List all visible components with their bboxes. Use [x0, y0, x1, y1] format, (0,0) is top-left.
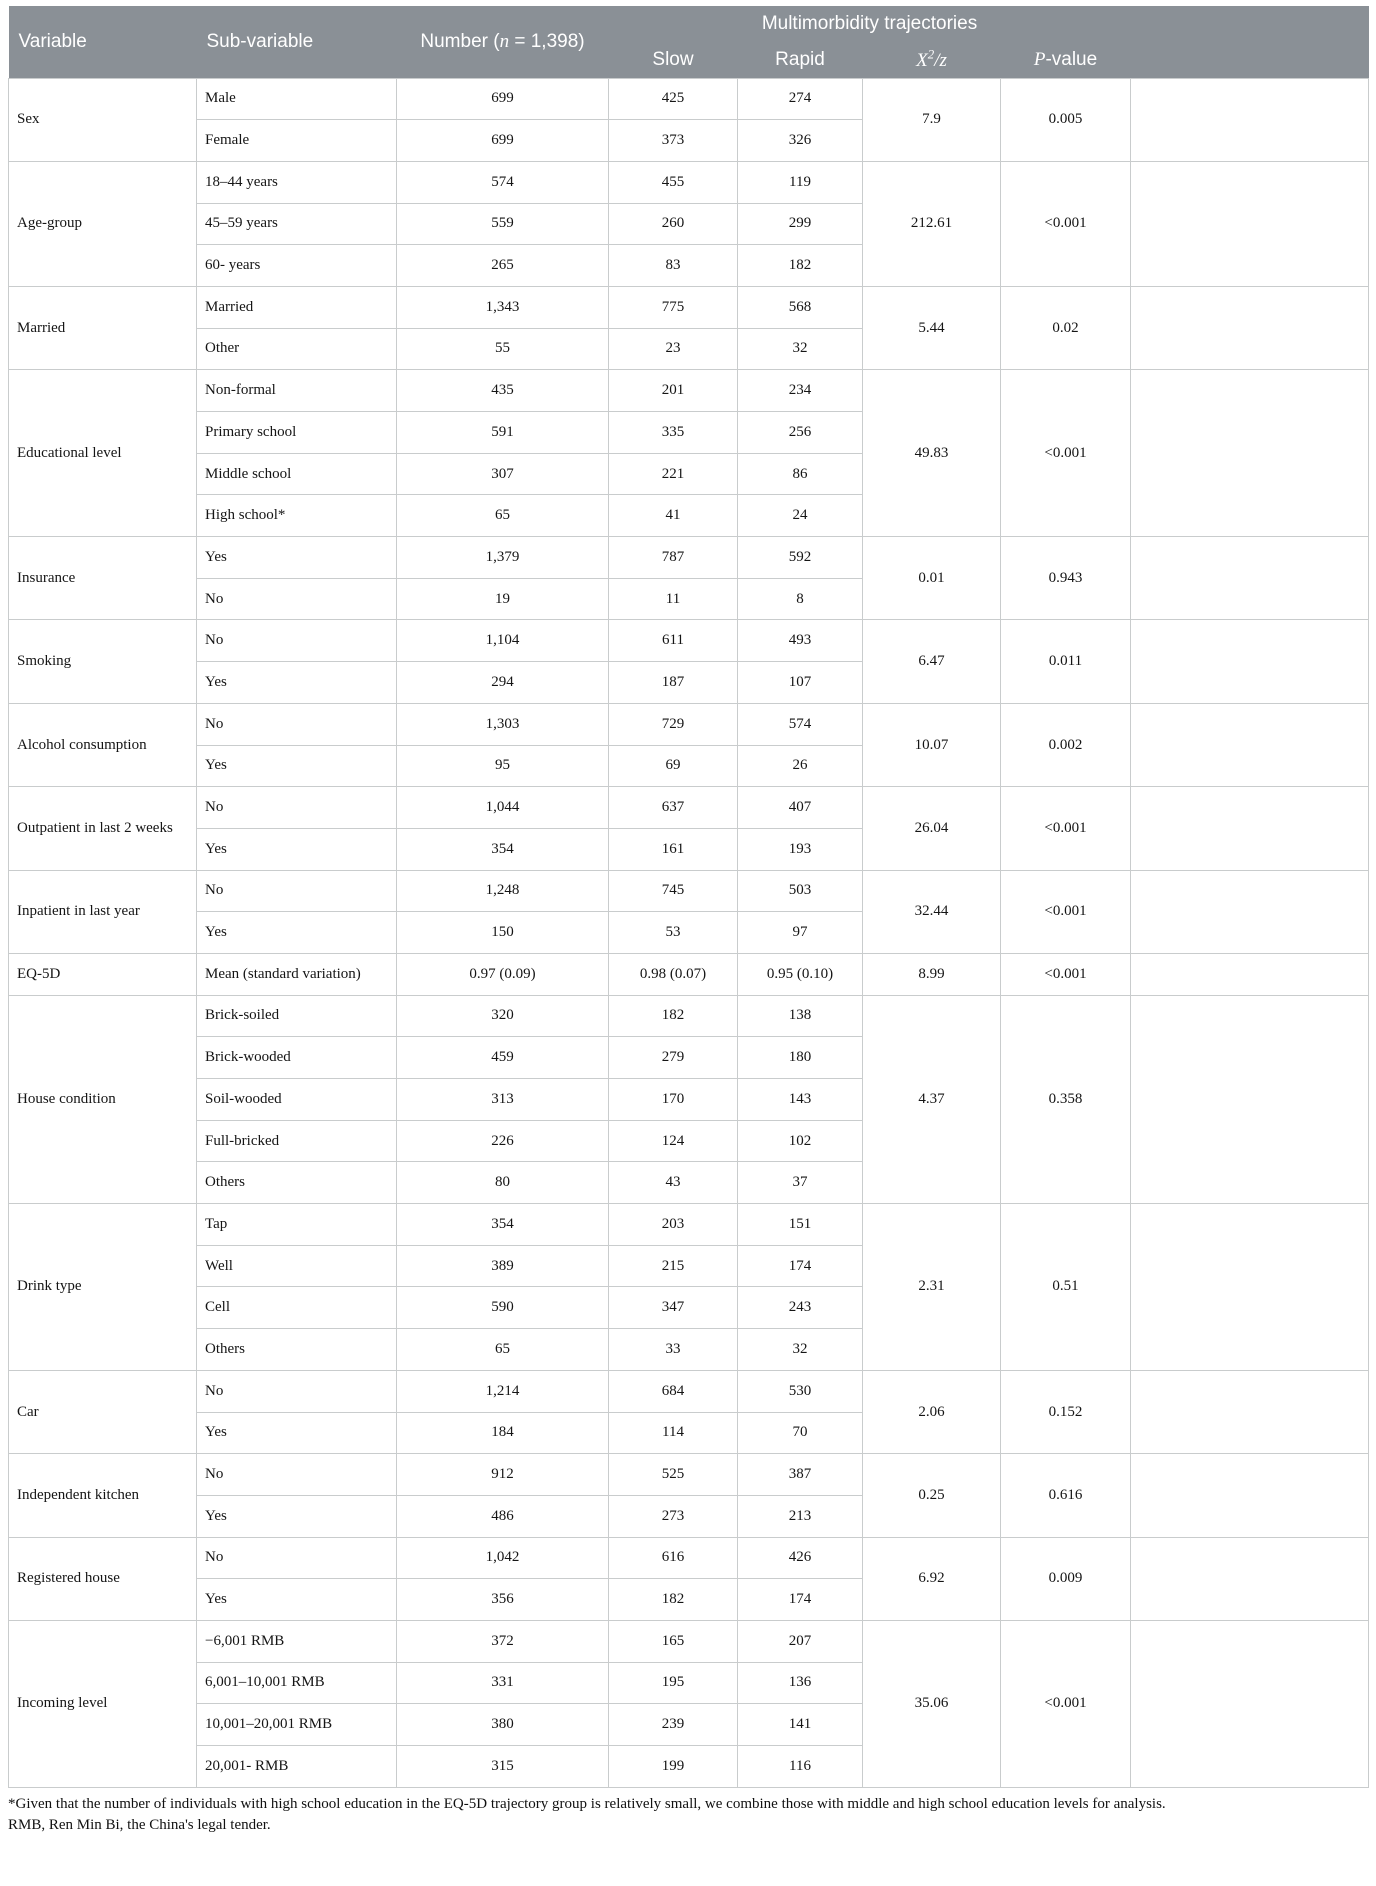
p-value-cell: <0.001 — [1001, 1620, 1131, 1787]
slow-cell: 425 — [609, 78, 738, 120]
number-cell: 226 — [397, 1120, 609, 1162]
filler-cell — [1131, 286, 1369, 369]
header-spacer — [1131, 6, 1369, 78]
variable-cell: Inpatient in last year — [9, 870, 197, 953]
chi-square-cell: 0.25 — [863, 1454, 1001, 1537]
filler-cell — [1131, 620, 1369, 703]
slow-cell: 199 — [609, 1746, 738, 1788]
slow-cell: 616 — [609, 1537, 738, 1579]
number-cell: 19 — [397, 578, 609, 620]
number-cell: 1,343 — [397, 286, 609, 328]
rapid-cell: 70 — [738, 1412, 863, 1454]
number-cell: 0.97 (0.09) — [397, 953, 609, 995]
chi-base: X — [916, 50, 928, 72]
number-cell: 65 — [397, 1329, 609, 1371]
sub-variable-cell: No — [197, 1537, 397, 1579]
p-value-cell: 0.51 — [1001, 1204, 1131, 1371]
sub-variable-cell: Female — [197, 120, 397, 162]
sub-variable-cell: No — [197, 620, 397, 662]
p-value-cell: 0.011 — [1001, 620, 1131, 703]
table-row — [9, 537, 1369, 579]
p-rest: -value — [1045, 48, 1098, 70]
rapid-cell: 274 — [738, 78, 863, 120]
sub-variable-cell: Full-bricked — [197, 1120, 397, 1162]
table-body — [9, 78, 1369, 1787]
filler-cell — [1131, 1537, 1369, 1620]
slow-cell: 182 — [609, 995, 738, 1037]
header-slow: Slow — [609, 42, 738, 78]
rapid-cell: 574 — [738, 703, 863, 745]
table-row — [9, 1620, 1369, 1662]
rapid-cell: 151 — [738, 1204, 863, 1246]
filler-cell — [1131, 1454, 1369, 1537]
number-cell: 265 — [397, 245, 609, 287]
number-cell: 313 — [397, 1079, 609, 1121]
chi-square-cell: 10.07 — [863, 703, 1001, 786]
sub-variable-cell: No — [197, 1454, 397, 1496]
sub-variable-cell: Soil-wooded — [197, 1079, 397, 1121]
sub-variable-cell: Yes — [197, 1412, 397, 1454]
rapid-cell: 136 — [738, 1662, 863, 1704]
sub-variable-cell: 45–59 years — [197, 203, 397, 245]
sub-variable-cell: Non-formal — [197, 370, 397, 412]
variable-cell: Drink type — [9, 1204, 197, 1371]
p-value-cell: 0.616 — [1001, 1454, 1131, 1537]
slow-cell: 195 — [609, 1662, 738, 1704]
sub-variable-cell: 60- years — [197, 245, 397, 287]
rapid-cell: 97 — [738, 912, 863, 954]
sub-variable-cell: No — [197, 787, 397, 829]
number-cell: 294 — [397, 662, 609, 704]
slow-cell: 114 — [609, 1412, 738, 1454]
header-number-prefix: Number ( — [420, 30, 500, 52]
sub-variable-cell: 20,001- RMB — [197, 1746, 397, 1788]
number-cell: 315 — [397, 1746, 609, 1788]
sub-variable-cell: Others — [197, 1329, 397, 1371]
sub-variable-cell: Yes — [197, 662, 397, 704]
slow-cell: 0.98 (0.07) — [609, 953, 738, 995]
p-value-cell: 0.009 — [1001, 1537, 1131, 1620]
statistics-table — [8, 6, 1369, 1788]
slow-cell: 221 — [609, 453, 738, 495]
rapid-cell: 116 — [738, 1746, 863, 1788]
slow-cell: 69 — [609, 745, 738, 787]
slow-cell: 201 — [609, 370, 738, 412]
slow-cell: 43 — [609, 1162, 738, 1204]
number-cell: 459 — [397, 1037, 609, 1079]
slow-cell: 273 — [609, 1495, 738, 1537]
number-cell: 354 — [397, 828, 609, 870]
slow-cell: 637 — [609, 787, 738, 829]
rapid-cell: 32 — [738, 1329, 863, 1371]
table-row — [9, 1204, 1369, 1246]
number-cell: 1,214 — [397, 1370, 609, 1412]
rapid-cell: 180 — [738, 1037, 863, 1079]
sub-variable-cell: Others — [197, 1162, 397, 1204]
rapid-cell: 426 — [738, 1537, 863, 1579]
filler-cell — [1131, 787, 1369, 870]
filler-cell — [1131, 953, 1369, 995]
table-header — [9, 6, 1369, 78]
chi-square-cell: 8.99 — [863, 953, 1001, 995]
rapid-cell: 37 — [738, 1162, 863, 1204]
sub-variable-cell: Married — [197, 286, 397, 328]
number-cell: 486 — [397, 1495, 609, 1537]
footnotes — [8, 1794, 1368, 1838]
variable-cell: Age-group — [9, 161, 197, 286]
rapid-cell: 299 — [738, 203, 863, 245]
rapid-cell: 234 — [738, 370, 863, 412]
rapid-cell: 102 — [738, 1120, 863, 1162]
sub-variable-cell: No — [197, 578, 397, 620]
footnote-rmb: RMB, Ren Min Bi, the China's legal tender. — [8, 1817, 271, 1834]
sub-variable-cell: No — [197, 870, 397, 912]
filler-cell — [1131, 1370, 1369, 1453]
chi-square-cell: 4.37 — [863, 995, 1001, 1203]
slow-cell: 33 — [609, 1329, 738, 1371]
sub-variable-cell: No — [197, 1370, 397, 1412]
header-number-suffix: = 1,398) — [509, 30, 585, 52]
table-row — [9, 161, 1369, 203]
slow-cell: 684 — [609, 1370, 738, 1412]
sub-variable-cell: Other — [197, 328, 397, 370]
number-cell: 699 — [397, 78, 609, 120]
table-row — [9, 1537, 1369, 1579]
slow-cell: 787 — [609, 537, 738, 579]
p-value-cell: 0.005 — [1001, 78, 1131, 161]
sub-variable-cell: Yes — [197, 745, 397, 787]
sub-variable-cell: Male — [197, 78, 397, 120]
sub-variable-cell: Primary school — [197, 412, 397, 454]
rapid-cell: 207 — [738, 1620, 863, 1662]
rapid-cell: 141 — [738, 1704, 863, 1746]
rapid-cell: 530 — [738, 1370, 863, 1412]
table-row — [9, 1370, 1369, 1412]
sub-variable-cell: Yes — [197, 537, 397, 579]
number-cell: 55 — [397, 328, 609, 370]
rapid-cell: 568 — [738, 286, 863, 328]
number-cell: 356 — [397, 1579, 609, 1621]
chi-square-cell: 6.47 — [863, 620, 1001, 703]
table-row — [9, 370, 1369, 412]
number-cell: 65 — [397, 495, 609, 537]
table-row — [9, 995, 1369, 1037]
sub-variable-cell: No — [197, 703, 397, 745]
variable-cell: House condition — [9, 995, 197, 1203]
p-value-cell: <0.001 — [1001, 787, 1131, 870]
slow-cell: 182 — [609, 1579, 738, 1621]
sub-variable-cell: Yes — [197, 1495, 397, 1537]
p-value-cell: 0.002 — [1001, 703, 1131, 786]
number-cell: 1,379 — [397, 537, 609, 579]
slow-cell: 260 — [609, 203, 738, 245]
header-number — [397, 6, 609, 78]
table-row — [9, 953, 1369, 995]
p-value-cell: 0.152 — [1001, 1370, 1131, 1453]
number-cell: 591 — [397, 412, 609, 454]
number-cell: 184 — [397, 1412, 609, 1454]
chi-square-cell: 212.61 — [863, 161, 1001, 286]
rapid-cell: 503 — [738, 870, 863, 912]
header-number-n: n — [499, 30, 510, 52]
variable-cell: Alcohol consumption — [9, 703, 197, 786]
sub-variable-cell: 18–44 years — [197, 161, 397, 203]
chi-exponent: 2 — [927, 47, 935, 63]
table-row — [9, 870, 1369, 912]
number-cell: 150 — [397, 912, 609, 954]
chi-square-cell: 5.44 — [863, 286, 1001, 369]
p-value-cell: <0.001 — [1001, 161, 1131, 286]
rapid-cell: 256 — [738, 412, 863, 454]
footnote-asterisk: *Given that the number of individuals with high school education in the EQ-5D trajectory group is relatively small, we combine those with middle and high school education levels for analysis. — [8, 1795, 1166, 1812]
number-cell: 912 — [397, 1454, 609, 1496]
number-cell: 331 — [397, 1662, 609, 1704]
number-cell: 1,248 — [397, 870, 609, 912]
sub-variable-cell: −6,001 RMB — [197, 1620, 397, 1662]
number-cell: 80 — [397, 1162, 609, 1204]
rapid-cell: 119 — [738, 161, 863, 203]
sub-variable-cell: Middle school — [197, 453, 397, 495]
sub-variable-cell: Yes — [197, 1579, 397, 1621]
rapid-cell: 107 — [738, 662, 863, 704]
variable-cell: Educational level — [9, 370, 197, 537]
variable-cell: Incoming level — [9, 1620, 197, 1787]
number-cell: 574 — [397, 161, 609, 203]
header-variable: Variable — [9, 6, 197, 78]
variable-cell: Outpatient in last 2 weeks — [9, 787, 197, 870]
slow-cell: 161 — [609, 828, 738, 870]
slow-cell: 775 — [609, 286, 738, 328]
variable-cell: Sex — [9, 78, 197, 161]
header-sub-variable: Sub-variable — [197, 6, 397, 78]
header-rapid: Rapid — [738, 42, 863, 78]
filler-cell — [1131, 995, 1369, 1203]
chi-square-cell: 6.92 — [863, 1537, 1001, 1620]
chi-square-cell: 49.83 — [863, 370, 1001, 537]
rapid-cell: 213 — [738, 1495, 863, 1537]
slow-cell: 611 — [609, 620, 738, 662]
slow-cell: 239 — [609, 1704, 738, 1746]
filler-cell — [1131, 537, 1369, 620]
sub-variable-cell: 10,001–20,001 RMB — [197, 1704, 397, 1746]
number-cell: 1,104 — [397, 620, 609, 662]
rapid-cell: 32 — [738, 328, 863, 370]
sub-variable-cell: Brick-soiled — [197, 995, 397, 1037]
slow-cell: 729 — [609, 703, 738, 745]
slow-cell: 53 — [609, 912, 738, 954]
number-cell: 380 — [397, 1704, 609, 1746]
slow-cell: 745 — [609, 870, 738, 912]
table-row — [9, 787, 1369, 829]
rapid-cell: 493 — [738, 620, 863, 662]
rapid-cell: 24 — [738, 495, 863, 537]
number-cell: 435 — [397, 370, 609, 412]
variable-cell: EQ-5D — [9, 953, 197, 995]
rapid-cell: 174 — [738, 1245, 863, 1287]
rapid-cell: 174 — [738, 1579, 863, 1621]
table-row — [9, 1454, 1369, 1496]
slow-cell: 187 — [609, 662, 738, 704]
variable-cell: Independent kitchen — [9, 1454, 197, 1537]
rapid-cell: 243 — [738, 1287, 863, 1329]
table-row — [9, 620, 1369, 662]
filler-cell — [1131, 870, 1369, 953]
p-value-cell: <0.001 — [1001, 370, 1131, 537]
chi-square-cell: 7.9 — [863, 78, 1001, 161]
variable-cell: Married — [9, 286, 197, 369]
sub-variable-cell: Cell — [197, 1287, 397, 1329]
slow-cell: 335 — [609, 412, 738, 454]
chi-square-cell: 0.01 — [863, 537, 1001, 620]
filler-cell — [1131, 370, 1369, 537]
header-row-1 — [9, 6, 1369, 42]
slow-cell: 23 — [609, 328, 738, 370]
slow-cell: 203 — [609, 1204, 738, 1246]
number-cell: 699 — [397, 120, 609, 162]
slow-cell: 347 — [609, 1287, 738, 1329]
header-chi-square — [863, 42, 1001, 78]
slow-cell: 83 — [609, 245, 738, 287]
chi-square-cell: 35.06 — [863, 1620, 1001, 1787]
slow-cell: 373 — [609, 120, 738, 162]
chi-square-cell: 26.04 — [863, 787, 1001, 870]
rapid-cell: 0.95 (0.10) — [738, 953, 863, 995]
number-cell: 559 — [397, 203, 609, 245]
table-row — [9, 78, 1369, 120]
number-cell: 372 — [397, 1620, 609, 1662]
rapid-cell: 182 — [738, 245, 863, 287]
header-p-value — [1001, 42, 1131, 78]
slow-cell: 279 — [609, 1037, 738, 1079]
p-italic: P — [1033, 48, 1046, 70]
slow-cell: 455 — [609, 161, 738, 203]
number-cell: 1,303 — [397, 703, 609, 745]
rapid-cell: 407 — [738, 787, 863, 829]
rapid-cell: 143 — [738, 1079, 863, 1121]
rapid-cell: 86 — [738, 453, 863, 495]
number-cell: 1,042 — [397, 1537, 609, 1579]
sub-variable-cell: Yes — [197, 828, 397, 870]
slow-cell: 170 — [609, 1079, 738, 1121]
header-trajectories: Multimorbidity trajectories — [609, 6, 1131, 42]
number-cell: 95 — [397, 745, 609, 787]
chi-tail: /z — [934, 50, 947, 72]
sub-variable-cell: High school* — [197, 495, 397, 537]
slow-cell: 41 — [609, 495, 738, 537]
rapid-cell: 193 — [738, 828, 863, 870]
slow-cell: 215 — [609, 1245, 738, 1287]
rapid-cell: 138 — [738, 995, 863, 1037]
number-cell: 354 — [397, 1204, 609, 1246]
slow-cell: 525 — [609, 1454, 738, 1496]
table-row — [9, 286, 1369, 328]
sub-variable-cell: Brick-wooded — [197, 1037, 397, 1079]
slow-cell: 165 — [609, 1620, 738, 1662]
sub-variable-cell: Well — [197, 1245, 397, 1287]
variable-cell: Registered house — [9, 1537, 197, 1620]
variable-cell: Insurance — [9, 537, 197, 620]
p-value-cell: <0.001 — [1001, 953, 1131, 995]
number-cell: 590 — [397, 1287, 609, 1329]
slow-cell: 124 — [609, 1120, 738, 1162]
number-cell: 389 — [397, 1245, 609, 1287]
rapid-cell: 8 — [738, 578, 863, 620]
filler-cell — [1131, 1620, 1369, 1787]
table-row — [9, 703, 1369, 745]
rapid-cell: 387 — [738, 1454, 863, 1496]
number-cell: 307 — [397, 453, 609, 495]
variable-cell: Car — [9, 1370, 197, 1453]
slow-cell: 11 — [609, 578, 738, 620]
p-value-cell: 0.02 — [1001, 286, 1131, 369]
p-value-cell: 0.358 — [1001, 995, 1131, 1203]
number-cell: 320 — [397, 995, 609, 1037]
filler-cell — [1131, 78, 1369, 161]
filler-cell — [1131, 161, 1369, 286]
chi-square-cell: 2.06 — [863, 1370, 1001, 1453]
variable-cell: Smoking — [9, 620, 197, 703]
rapid-cell: 326 — [738, 120, 863, 162]
sub-variable-cell: Tap — [197, 1204, 397, 1246]
rapid-cell: 26 — [738, 745, 863, 787]
p-value-cell: 0.943 — [1001, 537, 1131, 620]
sub-variable-cell: Yes — [197, 912, 397, 954]
chi-square-cell: 2.31 — [863, 1204, 1001, 1371]
p-value-cell: <0.001 — [1001, 870, 1131, 953]
filler-cell — [1131, 1204, 1369, 1371]
chi-square-cell: 32.44 — [863, 870, 1001, 953]
filler-cell — [1131, 703, 1369, 786]
rapid-cell: 592 — [738, 537, 863, 579]
number-cell: 1,044 — [397, 787, 609, 829]
sub-variable-cell: 6,001–10,001 RMB — [197, 1662, 397, 1704]
sub-variable-cell: Mean (standard variation) — [197, 953, 397, 995]
